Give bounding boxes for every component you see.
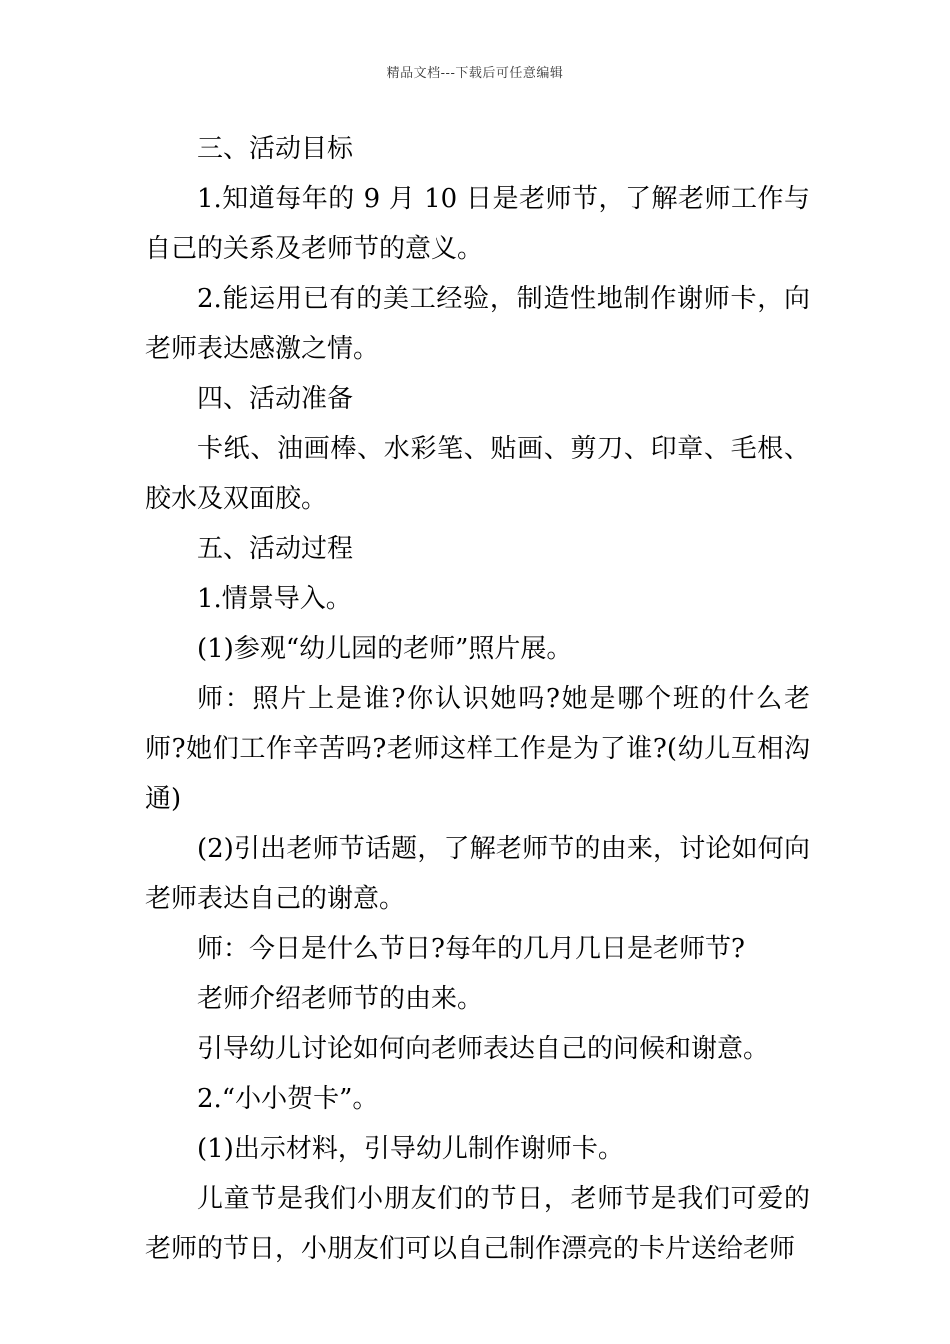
heading-activity-goals: 三、活动目标: [197, 134, 354, 164]
paragraph-goal-2: 2.能运用已有的美工经验，制造性地制作谢师卡，向老师表达感激之情。: [145, 284, 810, 364]
paragraph-teacher-question-2: 师：今日是什么节日?每年的几月几日是老师节?: [197, 934, 745, 964]
paragraph-teacher-question-1: 师：照片上是谁?你认识她吗?她是哪个班的什么老师?她们工作辛苦吗?老师这样工作是为了谁?(幼儿互相沟通): [145, 684, 810, 814]
paragraph-discussion: 引导幼儿讨论如何向老师表达自己的问候和谢意。: [197, 1034, 770, 1064]
document-body: [145, 124, 810, 1274]
paragraph-teacher-intro: 老师介绍老师节的由来。: [197, 984, 484, 1014]
paragraph-step-1-1: (1)参观“幼儿园的老师”照片展。: [197, 634, 573, 664]
page-header: 精品文档---下载后可任意编辑: [386, 66, 564, 81]
paragraph-step-2-1: (1)出示材料，引导幼儿制作谢师卡。: [197, 1134, 624, 1164]
heading-activity-preparation: 四、活动准备: [197, 384, 354, 414]
paragraph-goal-1: 1.知道每年的 9 月 10 日是老师节，了解老师工作与自己的关系及老师节的意义。: [145, 184, 810, 264]
paragraph-closing: 儿童节是我们小朋友们的节日，老师节是我们可爱的老师的节日，小朋友们可以自己制作漂亮的卡片送给老师: [145, 1184, 810, 1264]
paragraph-step-2: 2.“小小贺卡”。: [197, 1084, 379, 1114]
paragraph-materials: 卡纸、油画棒、水彩笔、贴画、剪刀、印章、毛根、胶水及双面胶。: [145, 434, 810, 514]
heading-activity-process: 五、活动过程: [197, 534, 354, 564]
paragraph-step-1: 1.情景导入。: [197, 584, 352, 614]
paragraph-step-1-2: (2)引出老师节话题，了解老师节的由来，讨论如何向老师表达自己的谢意。: [145, 834, 810, 914]
